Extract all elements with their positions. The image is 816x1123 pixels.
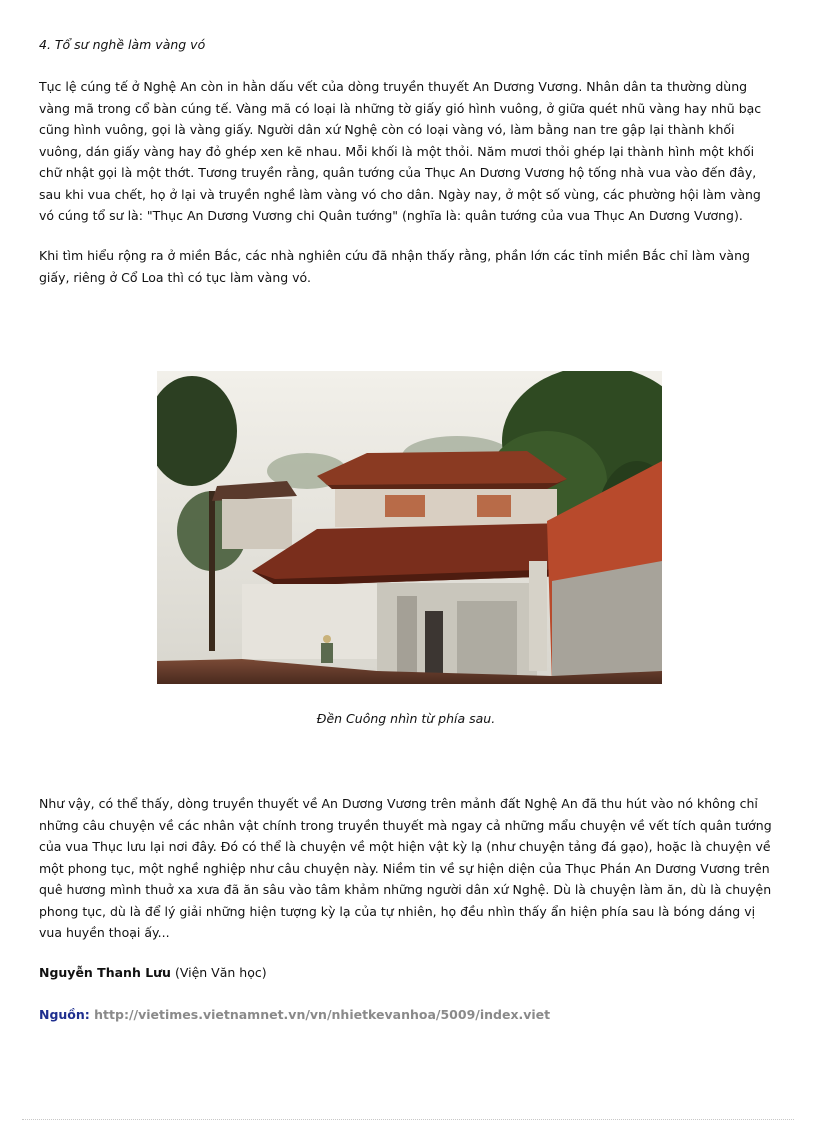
author-line — [39, 965, 267, 980]
author-affiliation: (Viện Văn học) — [174, 965, 267, 980]
footer-divider — [22, 1119, 794, 1120]
source-link[interactable]: http://vietimes.vietnamnet.vn/vn/nhietkevanhoa/5009/index.viet — [94, 1007, 551, 1022]
temple-photo — [157, 371, 662, 684]
source-label: Nguồn: — [39, 1007, 90, 1022]
paragraph-conclusion: Như vậy, có thể thấy, dòng truyền thuyết về An Dương Vương trên mảnh đất Nghệ An đã thu hút vào nó không chỉ những câu chuyện về các nhân vật chính trong truyền thuyết mà ngay cả những mẩu chuyện về vết tích quân tướng của vua Thục lưu lại nơi đây. Đó có thể là chuyện về một hiện vật kỳ lạ (như chuyện tảng đá gạo), hoặc là chuyện về một phong tục, một nghề nghiệp như câu chuyện này. Niềm tin về sự hiện diện của Thục Phán An Dương Vương trên quê hương mình thuở xa xưa đã ăn sâu vào tâm khảm những người dân xứ Nghệ. Dù là chuyện làm ăn, dù là chuyện phong tục, dù là để lý giải những hiện tượng kỳ lạ của tự nhiên, họ đều nhìn thấy ẩn hiện phía sau là bóng dáng vị vua huyền thoại ấy... — [39, 796, 772, 940]
photo-caption: Đền Cuông nhìn từ phía sau. — [316, 711, 496, 726]
paragraph-vang-vo-custom: Tục lệ cúng tế ở Nghệ An còn in hằn dấu vết của dòng truyền thuyết An Dương Vương. Nhân dân ta thường dùng vàng mã trong cổ bàn cúng tế. Vàng mã có loại là những tờ giấy gió hình vuông, ở giữa quét nhũ vàng hay nhũ bạc cũng hình vuông, gọi là vàng giấy. Người dân xứ Nghệ còn có loại vàng vó, làm bằng nan tre gập lại thành khối vuông, dán giấy vàng hay đỏ ghép xen kẽ nhau. Mỗi khối là một thỏi. Năm mươi thỏi ghép lại thành hình một khối chữ nhật gọi là một thớt. Tương truyền rằng, quân tướng của Thục An Dương Vương hộ tống nhà vua vào đến đây, sau khi vua chết, họ ở lại và truyền nghề làm vàng vó cho dân. Ngày nay, ở một số vùng, các phường hội làm vàng vó cúng tổ sư là: "Thục An Dương Vương chi Quân tướng" (nghĩa là: quân tướng của vua Thục An Dương Vương). — [39, 79, 762, 223]
source-line — [39, 1007, 550, 1022]
paragraph-co-loa: Khi tìm hiểu rộng ra ở miền Bắc, các nhà nghiên cứu đã nhận thấy rằng, phần lớn các tỉnh miền Bắc chỉ làm vàng giấy, riêng ở Cổ Loa thì có tục làm vàng vó. — [39, 248, 750, 285]
author-name: Nguyễn Thanh Lưu — [39, 965, 171, 980]
section-heading: 4. Tổ sư nghề làm vàng vó — [39, 37, 206, 52]
